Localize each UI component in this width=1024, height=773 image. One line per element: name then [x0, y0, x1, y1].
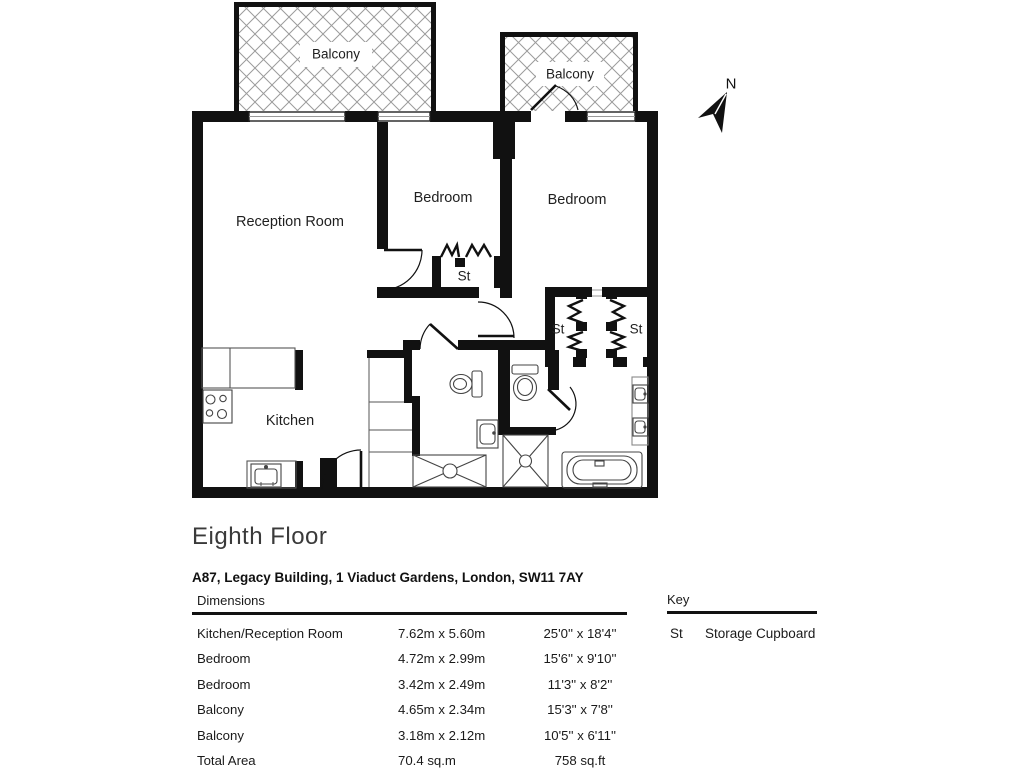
row-metric: 4.72m x 2.99m: [398, 651, 486, 666]
kitchen-sink-icon: [251, 464, 281, 487]
storage-bedroom-label: St: [457, 268, 471, 284]
row-room: Bedroom: [197, 677, 251, 692]
bathtub-icon: [562, 452, 642, 488]
bedroom-center-label: Bedroom: [413, 190, 473, 206]
row-metric: 4.65m x 2.34m: [398, 702, 486, 717]
balcony-top-label: Balcony: [311, 46, 361, 62]
shower-icon-bathroom: [503, 435, 548, 487]
storage-left-label: St: [551, 321, 565, 337]
row-metric: 70.4 sq.m: [398, 753, 456, 768]
dimensions-divider: [192, 612, 627, 615]
row-imperial: 10'5'' x 6'11'': [543, 728, 617, 743]
balcony-right-label: Balcony: [545, 66, 595, 82]
double-sink-icons: [632, 377, 648, 445]
row-imperial: 11'3'' x 8'2'': [547, 677, 613, 692]
row-room: Balcony: [197, 728, 244, 743]
table-row: [0, 702, 1024, 722]
table-row: [0, 753, 1024, 773]
north-label: N: [725, 75, 737, 93]
row-metric: 3.42m x 2.49m: [398, 677, 486, 692]
key-heading: Key: [667, 592, 690, 607]
row-room: Balcony: [197, 702, 244, 717]
row-room: Total Area: [197, 753, 256, 768]
reception-room-label: Reception Room: [236, 214, 344, 230]
storage-right-label: St: [629, 321, 643, 337]
row-room: Bedroom: [197, 651, 251, 666]
page-title: Eighth Floor: [192, 523, 328, 550]
row-metric: 3.18m x 2.12m: [398, 728, 486, 743]
row-imperial: 758 sq.ft: [554, 753, 606, 768]
row-metric: 7.62m x 5.60m: [398, 626, 486, 641]
interior-walls: [295, 111, 655, 488]
row-room: Kitchen/Reception Room: [197, 626, 343, 641]
stove-icon: [203, 390, 232, 423]
key-divider: [667, 611, 817, 614]
storage-niche-lines: [592, 290, 602, 296]
table-row: [0, 651, 1024, 671]
toilet-icon-bathroom: [512, 365, 538, 401]
table-row: [0, 728, 1024, 748]
dimensions-heading: Dimensions: [197, 593, 265, 608]
row-imperial: 15'3'' x 7'8'': [547, 702, 613, 717]
exterior-walls: [192, 111, 658, 498]
row-imperial: 15'6'' x 9'10'': [543, 651, 617, 666]
table-row: [0, 677, 1024, 697]
table-row: [0, 626, 1024, 646]
north-arrow-icon: [698, 92, 727, 133]
row-imperial: 25'0'' x 18'4'': [543, 626, 617, 641]
shower-tray-icon: [413, 455, 486, 487]
sink-icon-shower-room: [477, 420, 498, 448]
bedroom-right-label: Bedroom: [547, 192, 607, 208]
kitchen-label: Kitchen: [265, 413, 315, 429]
toilet-icon-shower-room: [450, 371, 482, 397]
key-abbr: St: [670, 626, 683, 641]
property-address: A87, Legacy Building, 1 Viaduct Gardens, London, SW11 7AY: [192, 570, 584, 585]
key-label: Storage Cupboard: [705, 626, 816, 641]
